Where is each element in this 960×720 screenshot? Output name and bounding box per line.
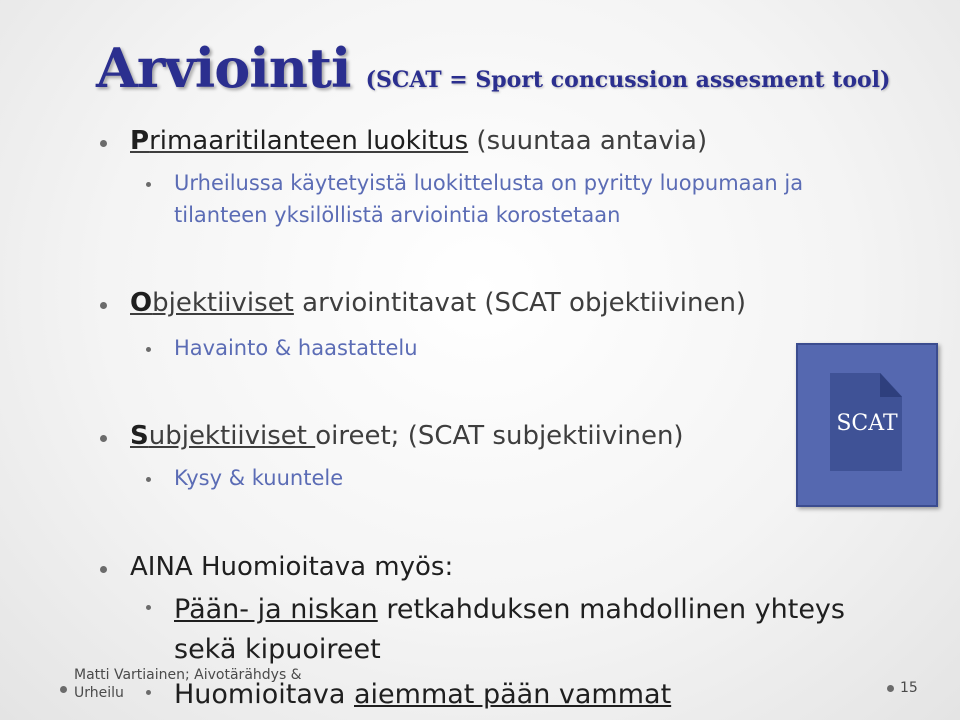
footer-author bbox=[74, 666, 302, 702]
bullet-tail-text: oireet; (SCAT subjektiivinen) bbox=[315, 421, 684, 451]
sub-bullet-neck-injury bbox=[174, 594, 845, 625]
sub-bullet-observation bbox=[174, 336, 418, 360]
bullet-initial: O bbox=[130, 288, 153, 318]
footer-line-1: Matti Vartiainen; Aivotärähdys & bbox=[74, 667, 302, 683]
sub-bullet-classification bbox=[174, 171, 803, 195]
sub-bullet-continuation: sekä kipuoireet bbox=[174, 634, 381, 665]
bullet-always-note: AINA Huomioitava myös: bbox=[130, 552, 454, 582]
bullet-underlined-text: rimaaritilanteen luokitus bbox=[149, 126, 469, 156]
footer-line-2: Urheilu bbox=[74, 685, 124, 701]
scat-document-button[interactable] bbox=[796, 343, 938, 507]
bullet-underlined-text: bjektiiviset bbox=[152, 288, 294, 318]
bullet-initial: S bbox=[130, 421, 149, 451]
bullet-initial: P bbox=[130, 126, 150, 156]
scat-label: SCAT bbox=[836, 411, 898, 436]
bullet-primary-classification bbox=[130, 126, 707, 156]
bullet-tail-text: (suuntaa antavia) bbox=[468, 126, 708, 156]
sub-bullet-text: Havainto & haastattelu bbox=[174, 336, 418, 360]
bullet-tail-text: arviointitavat (SCAT objektiivinen) bbox=[293, 288, 747, 318]
page-number: 15 bbox=[900, 680, 918, 696]
sub-bullet-underlined: Pään- ja niskan bbox=[174, 594, 378, 625]
sub-bullet-ask-listen bbox=[174, 466, 343, 490]
sub-bullet-text: Huomioitava bbox=[174, 679, 354, 710]
slide-title-area bbox=[96, 36, 890, 100]
bullet-objective-methods bbox=[130, 288, 746, 318]
sub-bullet-text: Urheilussa käytetyistä luokittelusta on pyritty luopumaan ja bbox=[174, 171, 804, 195]
sub-bullet-text: retkahduksen mahdollinen yhteys bbox=[377, 594, 845, 625]
sub-bullet-continuation: tilanteen yksilöllistä arviointia korostetaan bbox=[174, 203, 621, 227]
slide-subtitle: (SCAT = Sport concussion assesment tool) bbox=[365, 67, 891, 93]
sub-bullet-underlined: aiemmat pään vammat bbox=[354, 679, 672, 710]
sub-bullet-text: Kysy & kuuntele bbox=[174, 466, 344, 490]
bullet-underlined-text: ubjektiiviset bbox=[148, 421, 316, 451]
bullet-subjective-symptoms bbox=[130, 421, 684, 451]
slide-title: Arviointi bbox=[96, 36, 351, 100]
